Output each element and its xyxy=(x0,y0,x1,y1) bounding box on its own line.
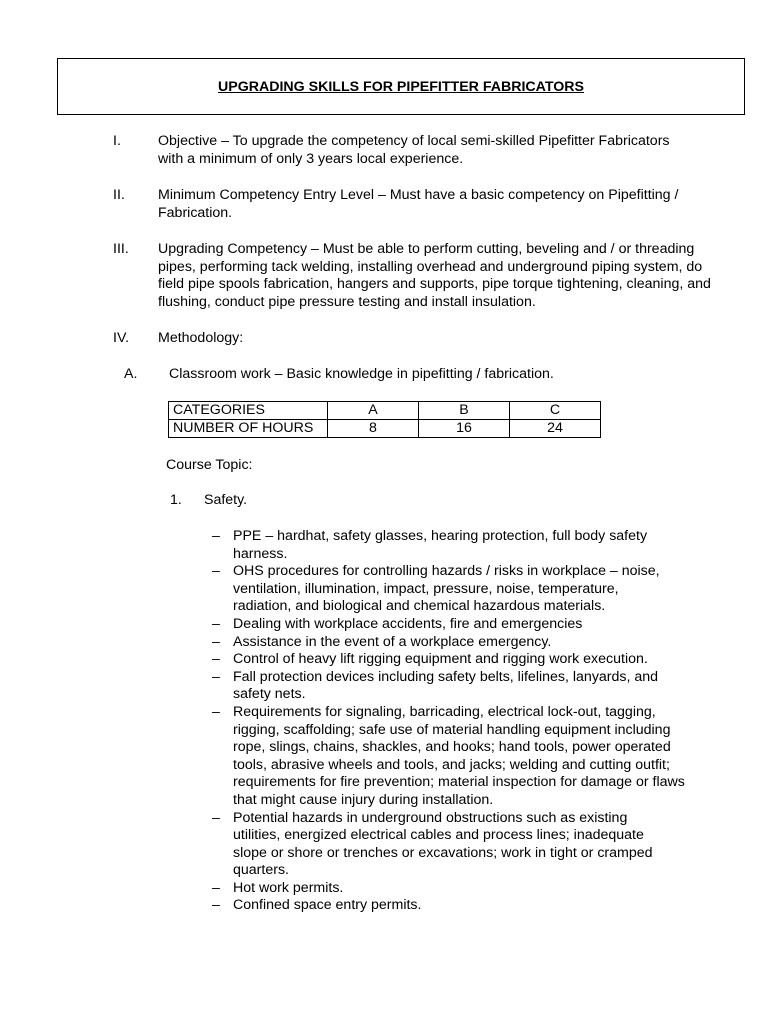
list-item xyxy=(0,563,768,616)
subsection-text: Classroom work – Basic knowledge in pipefitting / fabrication. xyxy=(169,366,554,382)
list-item xyxy=(0,528,768,563)
list-item-text: Fall protection devices including safety belts, lifelines, lanyards, and safety nets. xyxy=(233,668,659,703)
dash-marker: – xyxy=(212,879,220,896)
section-number: II. xyxy=(113,187,125,203)
list-item xyxy=(0,616,768,634)
table-cell: B xyxy=(419,402,510,420)
table-cell: CATEGORIES xyxy=(169,402,328,420)
list-item-text: Confined space entry permits. xyxy=(233,897,422,914)
section-number: I. xyxy=(113,133,121,149)
list-item xyxy=(0,880,768,898)
table-cell: 16 xyxy=(419,420,510,438)
list-item-text: Control of heavy lift rigging equipment and rigging work execution. xyxy=(233,651,648,668)
topic-number: 1. xyxy=(170,492,182,508)
section-text: Objective – To upgrade the competency of local semi-skilled Pipefitter Fabricators with a minimum of only 3 years local experience. xyxy=(158,133,670,167)
table-cell: A xyxy=(328,402,419,420)
dash-marker: – xyxy=(212,651,220,668)
dash-marker: – xyxy=(212,563,220,580)
document-title: UPGRADING SKILLS FOR PIPEFITTER FABRICATORS xyxy=(218,79,584,95)
dash-marker: – xyxy=(212,615,220,632)
topic-title: Safety. xyxy=(204,492,248,508)
list-item xyxy=(0,669,768,704)
hours-table xyxy=(168,401,601,438)
list-item-text: OHS procedures for controlling hazards / risks in workplace – noise, ventilation, illumination, impact, pressure, noise, temperature, radiation, and biological and chemical hazardous materials. xyxy=(233,563,660,615)
list-item-text: Hot work permits. xyxy=(233,879,344,896)
dash-marker: – xyxy=(212,703,220,720)
list-item-text: Potential hazards in underground obstructions such as existing utilities, energized electrical cables and process lines; inadequate slope or shore or trenches or excavations; work in tight or cramped quarters. xyxy=(233,809,653,879)
list-item-text: PPE – hardhat, safety glasses, hearing protection, full body safety harness. xyxy=(233,528,648,562)
list-item xyxy=(0,897,768,915)
course-topic-label: Course Topic: xyxy=(166,457,253,473)
title-box xyxy=(57,58,745,115)
section-number: III. xyxy=(113,241,129,257)
list-item xyxy=(0,810,768,880)
section-number: IV. xyxy=(113,330,130,346)
safety-bullet-list xyxy=(0,528,768,915)
list-item xyxy=(0,651,768,669)
section-text: Methodology: xyxy=(158,330,244,346)
table-row xyxy=(169,420,601,438)
list-item xyxy=(0,704,768,810)
dash-marker: – xyxy=(212,633,220,650)
list-item-text: Dealing with workplace accidents, fire and emergencies xyxy=(233,615,583,632)
section-text: Upgrading Competency – Must be able to perform cutting, beveling and / or threading pipes, performing tack welding, installing overhead and underground piping system, do field pipe spools fabrication, hangers and supports, pipe torque tightening, cleaning, and flushing, conduct pipe pressure testing and install insulation. xyxy=(158,241,711,310)
list-item xyxy=(0,634,768,652)
table-cell: 8 xyxy=(328,420,419,438)
table-cell: NUMBER OF HOURS xyxy=(169,420,328,438)
list-item-text: Requirements for signaling, barricading, electrical lock-out, tagging, rigging, scaffolding; safe use of material handling equipment including rope, slings, chains, shackles, and hooks; hand tools, power operated tools, abrasive wheels and tools, and jacks; welding and cutting outfit; requirements for fire prevention; material inspection for damage or flaws that might cause injury during installation. xyxy=(233,703,685,808)
dash-marker: – xyxy=(212,668,220,685)
dash-marker: – xyxy=(212,809,220,826)
list-item-text: Assistance in the event of a workplace emergency. xyxy=(233,633,552,650)
dash-marker: – xyxy=(212,897,220,914)
section-text: Minimum Competency Entry Level – Must have a basic competency on Pipefitting / Fabrication. xyxy=(158,187,679,221)
subsection-letter: A. xyxy=(124,366,138,382)
table-cell: C xyxy=(510,402,601,420)
table-cell: 24 xyxy=(510,420,601,438)
dash-marker: – xyxy=(212,528,220,544)
table-row xyxy=(169,402,601,420)
